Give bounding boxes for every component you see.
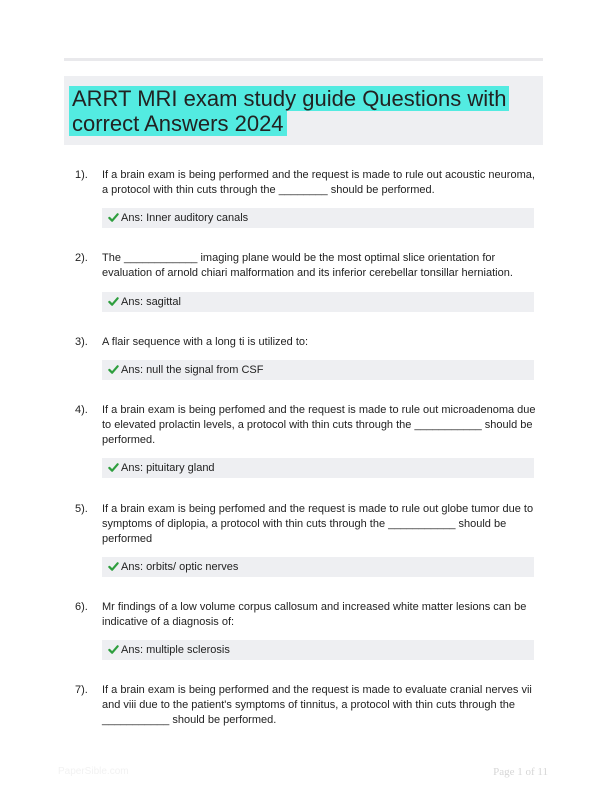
- question-text: The ____________ imaging plane would be the most optimal slice orientation for evaluation of arnold chiari malformation and its inferior cerebellar tonsillar herniation.: [102, 252, 513, 279]
- footer-watermark: PaperSible.com: [58, 766, 129, 777]
- question-number: 5).: [75, 503, 88, 515]
- question-number: 4).: [75, 404, 88, 416]
- answer-text: Ans: orbits/ optic nerves: [121, 561, 239, 573]
- answer-box: [102, 640, 534, 660]
- answer-text: Ans: null the signal from CSF: [121, 364, 264, 376]
- question-number: 2).: [75, 252, 88, 264]
- checkmark-icon: [108, 561, 119, 572]
- question-text: If a brain exam is being performed and the request is made to evaluate cranial nerves vii and viii due to the patient's symptoms of tinnitus, a protocol with thin cuts through the ___________ should be performed.: [102, 684, 532, 726]
- checkmark-icon: [108, 364, 119, 375]
- question-number: 7).: [75, 684, 88, 696]
- question-number: 3).: [75, 336, 88, 348]
- question-number: 6).: [75, 601, 88, 613]
- answer-box: [102, 360, 534, 380]
- checkmark-icon: [108, 462, 119, 473]
- answer-text: Ans: multiple sclerosis: [121, 644, 230, 656]
- checkmark-icon: [108, 212, 119, 223]
- answer-box: [102, 557, 534, 577]
- question-text: If a brain exam is being perfomed and the request is made to rule out globe tumor due to symptoms of diplopia, a protocol with thin cuts through the ___________ should be performed: [102, 503, 534, 545]
- question-text: If a brain exam is being perfomed and the request is made to rule out microadenoma due to elevated prolactin levels, a protocol with thin cuts through the ___________ should be performed.: [102, 404, 536, 446]
- checkmark-icon: [108, 644, 119, 655]
- page-title: ARRT MRI exam study guide Questions with correct Answers 2024: [69, 86, 529, 136]
- question-text: If a brain exam is being performed and the request is made to rule out acoustic neuroma, a protocol with thin cuts through the ________ should be performed.: [102, 169, 535, 196]
- question-text: Mr findings of a low volume corpus callosum and increased white matter lesions can be indicative of a diagnosis of:: [102, 601, 527, 628]
- checkmark-icon: [108, 296, 119, 307]
- answer-text: Ans: Inner auditory canals: [121, 212, 249, 224]
- answer-box: [102, 458, 534, 478]
- answer-text: Ans: sagittal: [121, 296, 181, 308]
- question-text: A flair sequence with a long ti is utilized to:: [102, 336, 309, 348]
- question-number: 1).: [75, 169, 88, 181]
- top-divider: [64, 58, 543, 61]
- answer-box: [102, 292, 534, 312]
- page-number: Page 1 of 11: [493, 766, 548, 778]
- answer-box: [102, 208, 534, 228]
- answer-text: Ans: pituitary gland: [121, 462, 215, 474]
